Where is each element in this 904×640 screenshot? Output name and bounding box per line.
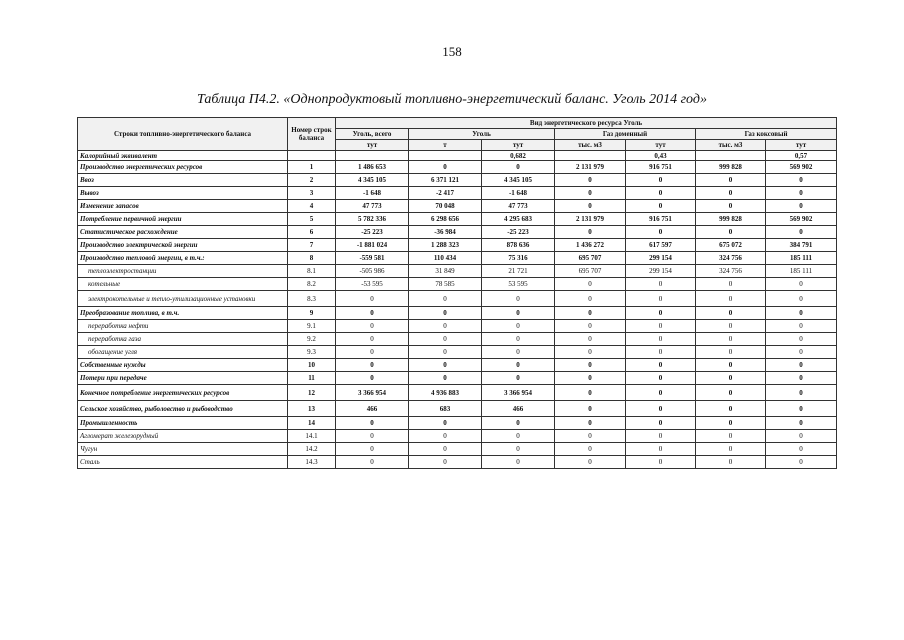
value-cell: 0 [696,346,766,359]
value-cell: 0 [626,320,696,333]
value-cell: 0 [555,226,626,239]
value-cell: 324 756 [696,265,766,278]
value-cell: 0 [766,385,837,401]
value-cell: 569 902 [766,161,837,174]
value-cell: -559 581 [336,252,409,265]
value-cell: 0 [336,456,409,469]
value-cell: 0 [336,372,409,385]
value-cell: 75 316 [482,252,555,265]
value-cell: 0 [482,359,555,372]
value-cell: 0 [766,346,837,359]
value-cell: 324 756 [696,252,766,265]
row-code: 8.2 [288,278,336,291]
value-cell: 3 366 954 [482,385,555,401]
value-cell: 0 [336,320,409,333]
value-cell: 0 [555,401,626,417]
table-header [78,118,837,151]
header-blast-gas: Газ доменный [555,129,696,140]
value-cell: -1 648 [482,187,555,200]
value-cell: 0 [409,307,482,320]
value-cell: 0 [696,187,766,200]
row-label: Собственные нужды [78,359,288,372]
value-cell: 0 [626,333,696,346]
value-cell: 0 [336,417,409,430]
row-code: 9.3 [288,346,336,359]
row-label: переработка газа [78,333,288,346]
value-cell: 0 [409,333,482,346]
value-cell: 0 [482,320,555,333]
row-code: 2 [288,174,336,187]
value-cell: 0 [766,320,837,333]
value-cell: 0 [409,430,482,443]
row-label: Ввоз [78,174,288,187]
header-number: Номер строк баланса [288,118,336,151]
value-cell: 0 [555,443,626,456]
unit-header: тут [336,140,409,151]
row-code: 8.3 [288,291,336,307]
value-cell: 47 773 [482,200,555,213]
value-cell [696,151,766,161]
row-label: теплоэлектростанции [78,265,288,278]
value-cell: 0 [626,307,696,320]
value-cell: 0 [336,359,409,372]
value-cell: -25 223 [336,226,409,239]
row-code: 10 [288,359,336,372]
table-row [78,372,837,385]
row-code: 6 [288,226,336,239]
row-label: Производство электрической энергии [78,239,288,252]
value-cell: 0 [626,278,696,291]
row-label: Потери при передаче [78,372,288,385]
table-row [78,307,837,320]
value-cell: 0 [409,161,482,174]
value-cell: 4 936 883 [409,385,482,401]
table-row [78,443,837,456]
value-cell: 4 345 105 [336,174,409,187]
value-cell: 0 [555,174,626,187]
table-title: Таблица П4.2. «Однопродуктовый топливно-энергетический баланс. Уголь 2014 год» [197,92,707,107]
value-cell: 0 [409,320,482,333]
value-cell: 569 902 [766,213,837,226]
unit-header: тут [482,140,555,151]
value-cell: 0 [696,320,766,333]
value-cell: 0 [696,372,766,385]
row-label: Потребление первичной энергии [78,213,288,226]
table-row [78,265,837,278]
table-row [78,226,837,239]
value-cell: 0 [626,417,696,430]
value-cell: 0 [766,430,837,443]
value-cell: 0 [626,187,696,200]
value-cell: 0 [696,333,766,346]
row-label: обогащение угля [78,346,288,359]
value-cell: 0 [482,291,555,307]
value-cell: 70 048 [409,200,482,213]
value-cell: 4 295 683 [482,213,555,226]
value-cell: 0 [482,346,555,359]
value-cell: 110 434 [409,252,482,265]
value-cell: 0 [482,417,555,430]
value-cell: 0 [766,401,837,417]
row-label: Промышленность [78,417,288,430]
value-cell: 3 366 954 [336,385,409,401]
value-cell: 0 [555,200,626,213]
value-cell: 0 [696,430,766,443]
table-row [78,320,837,333]
unit-header: тыс. м3 [696,140,766,151]
value-cell: 0 [766,174,837,187]
value-cell: 53 595 [482,278,555,291]
row-code [288,151,336,161]
value-cell: -505 986 [336,265,409,278]
header-coal: Уголь [409,129,555,140]
value-cell: -36 984 [409,226,482,239]
value-cell: 0 [766,291,837,307]
value-cell: 0 [626,174,696,187]
value-cell: 0 [555,430,626,443]
value-cell: 0 [766,417,837,430]
row-label: Сельское хозяйство, рыболовство и рыбоводство [78,401,288,417]
value-cell: 1 486 653 [336,161,409,174]
value-cell: 0 [409,359,482,372]
value-cell: 916 751 [626,213,696,226]
value-cell: 0,57 [766,151,837,161]
value-cell: 0 [766,200,837,213]
table-row [78,200,837,213]
table-row [78,333,837,346]
table-row [78,359,837,372]
value-cell: 0 [409,443,482,456]
header-coal-total: Уголь, всего [336,129,409,140]
value-cell: 0 [626,443,696,456]
value-cell [555,151,626,161]
value-cell: 0 [409,346,482,359]
value-cell: 0 [555,333,626,346]
table-row [78,252,837,265]
value-cell: 999 828 [696,161,766,174]
value-cell: 0 [336,291,409,307]
row-label: Статистическое расхождение [78,226,288,239]
value-cell: 0 [766,443,837,456]
value-cell: 0 [555,456,626,469]
value-cell: 78 585 [409,278,482,291]
value-cell: 6 371 121 [409,174,482,187]
value-cell: 185 111 [766,252,837,265]
value-cell: 0 [766,226,837,239]
value-cell: 0 [696,417,766,430]
value-cell: 683 [409,401,482,417]
value-cell: 0 [696,226,766,239]
value-cell: 0 [696,174,766,187]
row-code: 7 [288,239,336,252]
value-cell: 0 [626,430,696,443]
value-cell: 0 [766,372,837,385]
table-row [78,346,837,359]
value-cell: 0 [409,372,482,385]
table-row [78,161,837,174]
value-cell: 21 721 [482,265,555,278]
table-row [78,213,837,226]
value-cell: 2 131 979 [555,213,626,226]
value-cell: 0 [626,385,696,401]
value-cell: 0 [555,359,626,372]
value-cell: 0 [555,320,626,333]
value-cell: 0 [409,456,482,469]
value-cell: 0 [696,359,766,372]
unit-header: тут [626,140,696,151]
value-cell: 675 072 [696,239,766,252]
value-cell: 466 [482,401,555,417]
value-cell: 0 [409,417,482,430]
value-cell: 4 345 105 [482,174,555,187]
value-cell: 695 707 [555,265,626,278]
value-cell: 0 [626,346,696,359]
value-cell: 0 [766,278,837,291]
value-cell: 299 154 [626,252,696,265]
table-row [78,456,837,469]
value-cell: 878 636 [482,239,555,252]
unit-header: тут [766,140,837,151]
row-code: 4 [288,200,336,213]
value-cell: 0 [482,456,555,469]
value-cell: 0 [336,333,409,346]
row-label: котельные [78,278,288,291]
value-cell: 0 [696,307,766,320]
value-cell: 0 [626,291,696,307]
value-cell: 2 131 979 [555,161,626,174]
value-cell: 185 111 [766,265,837,278]
value-cell: 0 [482,372,555,385]
value-cell: 6 298 656 [409,213,482,226]
page-number: 158 [442,44,462,59]
value-cell: -2 417 [409,187,482,200]
table-body [78,151,837,469]
table-row [78,401,837,417]
value-cell: 0 [766,307,837,320]
row-code: 9.1 [288,320,336,333]
value-cell: 0 [626,226,696,239]
value-cell: 0 [482,430,555,443]
row-label: Сталь [78,456,288,469]
value-cell: 0 [555,291,626,307]
row-code: 9 [288,307,336,320]
value-cell: 0 [696,456,766,469]
value-cell: 0 [555,187,626,200]
value-cell: 1 436 272 [555,239,626,252]
value-cell: 999 828 [696,213,766,226]
unit-header: т [409,140,482,151]
value-cell: 0 [626,372,696,385]
value-cell: 0 [696,401,766,417]
value-cell: 0,43 [626,151,696,161]
value-cell: 0 [766,359,837,372]
row-code: 14.1 [288,430,336,443]
value-cell: 0 [336,443,409,456]
value-cell: 0 [626,359,696,372]
value-cell: 0 [696,200,766,213]
unit-header: тыс. м3 [555,140,626,151]
value-cell: 0 [696,291,766,307]
value-cell: 466 [336,401,409,417]
table-row [78,291,837,307]
value-cell: 0 [482,333,555,346]
table-row [78,187,837,200]
table-row [78,174,837,187]
value-cell: 695 707 [555,252,626,265]
table-row [78,278,837,291]
row-label: Производство тепловой энергии, в т.ч.: [78,252,288,265]
value-cell: 0 [555,385,626,401]
row-code: 5 [288,213,336,226]
value-cell [336,151,409,161]
row-label: переработка нефти [78,320,288,333]
row-code: 14.2 [288,443,336,456]
value-cell: 0,682 [482,151,555,161]
value-cell: 0 [336,430,409,443]
header-resource: Вид энергетического ресурса Уголь [336,118,837,129]
row-label: Калорийный эквивалент [78,151,288,161]
value-cell: 1 288 323 [409,239,482,252]
value-cell: 0 [766,187,837,200]
value-cell: 0 [482,161,555,174]
value-cell: 0 [555,278,626,291]
row-code: 14 [288,417,336,430]
value-cell: 0 [626,456,696,469]
value-cell: 47 773 [336,200,409,213]
row-label: Преобразование топлива, в т.ч. [78,307,288,320]
row-code: 11 [288,372,336,385]
value-cell: 617 597 [626,239,696,252]
value-cell: 0 [555,307,626,320]
row-label: Изменение запасов [78,200,288,213]
row-label: Конечное потребление энергетических ресурсов [78,385,288,401]
value-cell [409,151,482,161]
value-cell: 384 791 [766,239,837,252]
row-label: Вывоз [78,187,288,200]
value-cell: 0 [482,443,555,456]
value-cell: -53 595 [336,278,409,291]
value-cell: 0 [696,278,766,291]
value-cell: 0 [336,346,409,359]
row-label: Производство энергетических ресурсов [78,161,288,174]
energy-balance-table [77,117,837,469]
row-code: 14.3 [288,456,336,469]
value-cell: 0 [409,291,482,307]
header-coke-gas: Газ коксовый [696,129,837,140]
row-code: 12 [288,385,336,401]
value-cell: -1 648 [336,187,409,200]
row-code: 8 [288,252,336,265]
value-cell: -1 881 024 [336,239,409,252]
value-cell: 0 [555,417,626,430]
header-row-label: Строки топливно-энергетического баланса [78,118,288,151]
row-code: 8.1 [288,265,336,278]
value-cell: 0 [336,307,409,320]
value-cell: 0 [696,385,766,401]
value-cell: 0 [482,307,555,320]
row-code: 3 [288,187,336,200]
value-cell: -25 223 [482,226,555,239]
value-cell: 299 154 [626,265,696,278]
table-row [78,239,837,252]
row-code: 13 [288,401,336,417]
table-row [78,151,837,161]
row-code: 9.2 [288,333,336,346]
row-label: электрокотельные и тепло-утилизационные установки [78,291,288,307]
value-cell: 0 [555,346,626,359]
value-cell: 0 [766,333,837,346]
value-cell: 5 782 336 [336,213,409,226]
value-cell: 0 [626,401,696,417]
table-row [78,417,837,430]
value-cell: 0 [766,456,837,469]
row-label: Чугун [78,443,288,456]
value-cell: 0 [555,372,626,385]
value-cell: 916 751 [626,161,696,174]
row-code: 1 [288,161,336,174]
row-label: Агломерат железорудный [78,430,288,443]
value-cell: 31 849 [409,265,482,278]
value-cell: 0 [696,443,766,456]
table-row [78,385,837,401]
value-cell: 0 [626,200,696,213]
table-row [78,430,837,443]
